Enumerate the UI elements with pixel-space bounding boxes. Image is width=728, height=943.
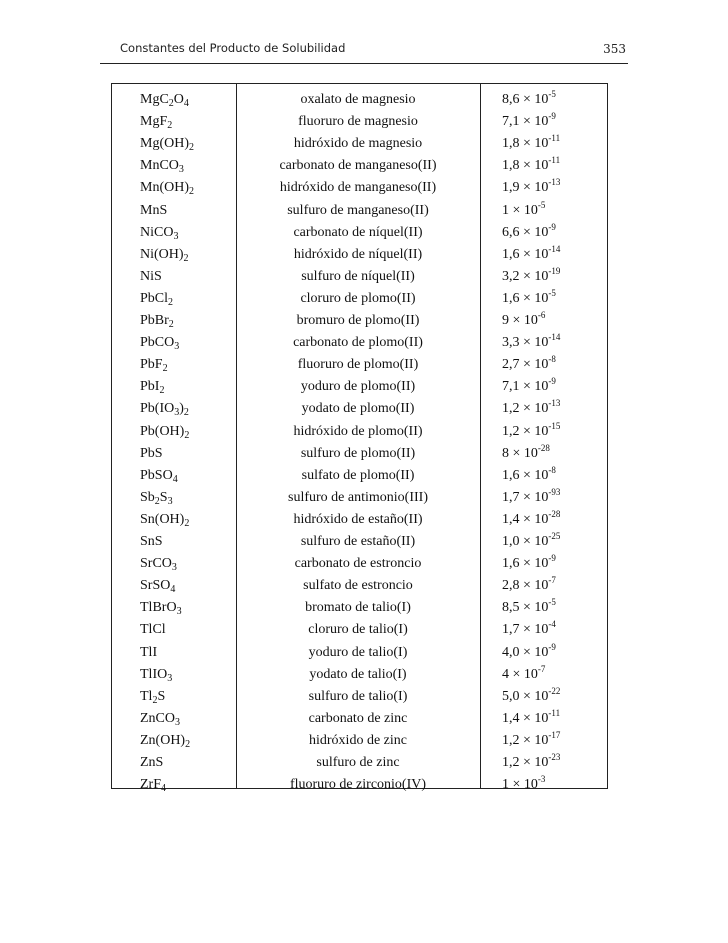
compound-name: carbonato de manganeso(II) <box>279 158 437 174</box>
compound-formula: $Sb_2S_3$ <box>140 489 173 507</box>
ksp-exponent: -8 <box>548 354 556 365</box>
compound-name: yodato de plomo(II) <box>301 401 415 417</box>
ksp-value <box>502 553 556 572</box>
ksp-exponent: -5 <box>548 287 556 298</box>
ksp-mantissa: 1 × 10 <box>502 777 538 793</box>
ksp-mantissa: 1,6 × 10 <box>502 290 549 306</box>
ksp-value <box>502 752 561 771</box>
ksp-mantissa: 1,8 × 10 <box>502 158 549 174</box>
ksp-mantissa: 1,2 × 10 <box>502 755 549 770</box>
table-row <box>112 707 607 729</box>
compound-name: fluoruro de plomo(II) <box>297 357 419 373</box>
compound-name: fluoruro de zirconio(IV) <box>289 777 427 793</box>
compound-name: carbonato de níquel(II) <box>293 224 423 240</box>
ksp-mantissa: 8,5 × 10 <box>502 600 549 616</box>
ksp-value <box>502 531 561 550</box>
ksp-mantissa: 8,6 × 10 <box>502 92 549 107</box>
table-row <box>112 154 607 176</box>
ksp-exponent: -9 <box>548 641 556 652</box>
compound-formula: TlIO$_3$ <box>140 666 173 684</box>
ksp-value <box>502 155 561 174</box>
table-row <box>112 420 607 442</box>
ksp-exponent: -23 <box>548 752 561 762</box>
ksp-exponent: -14 <box>548 243 561 254</box>
ksp-exponent: -6 <box>537 310 546 320</box>
compound-name: sulfato de estroncio <box>303 578 413 594</box>
ksp-mantissa: 1,6 × 10 <box>502 246 549 262</box>
ksp-value <box>502 398 561 417</box>
ksp-exponent: -22 <box>548 685 561 696</box>
compound-formula: NiCO$_3$ <box>140 224 179 242</box>
compound-name: sulfuro de talio(I) <box>308 688 408 704</box>
ksp-value <box>502 641 556 661</box>
ksp-mantissa: 1,6 × 10 <box>502 556 549 572</box>
compound-formula: $Mn(OH)_2$ <box>140 180 194 198</box>
ksp-value <box>502 729 561 749</box>
table-row <box>112 618 607 640</box>
ksp-value <box>502 287 556 307</box>
compound-name: yodato de talio(I) <box>309 666 407 682</box>
ksp-mantissa: 1,2 × 10 <box>502 423 549 439</box>
table-row <box>112 265 607 287</box>
ksp-value <box>502 332 561 351</box>
compound-name: sulfuro de manganeso(II) <box>287 202 429 218</box>
compound-formula: $Mg(OH)_2$ <box>140 136 194 154</box>
compound-name: carbonato de plomo(II) <box>293 335 423 351</box>
ksp-value <box>502 376 556 395</box>
table-row <box>112 729 607 751</box>
ksp-exponent: -9 <box>548 376 556 387</box>
table-row <box>112 663 607 685</box>
ksp-exponent: -11 <box>548 133 561 144</box>
compound-formula: ZnCO$_3$ <box>140 710 180 728</box>
ksp-value <box>502 486 561 506</box>
table-row <box>112 132 607 154</box>
compound-formula: MnCO$_3$ <box>140 158 184 176</box>
ksp-exponent: -7 <box>548 575 556 586</box>
ksp-exponent: -14 <box>548 332 561 343</box>
compound-formula: $MgC_2O_4$ <box>140 92 189 109</box>
compound-formula: MnS <box>140 202 168 218</box>
compound-formula: PbS <box>140 445 163 461</box>
compound-formula: TlCl <box>140 622 166 638</box>
ksp-mantissa: 6,6 × 10 <box>502 224 549 240</box>
table-row <box>112 88 607 110</box>
ksp-value <box>502 420 561 440</box>
ksp-mantissa: 9 × 10 <box>502 313 538 328</box>
ksp-value <box>502 575 556 594</box>
ksp-value <box>502 663 546 683</box>
compound-formula: SrSO$_4$ <box>140 578 176 596</box>
compound-name: hidróxido de zinc <box>309 732 407 748</box>
ksp-exponent: -11 <box>548 155 561 166</box>
compound-name: hidróxido de magnesio <box>293 136 423 152</box>
ksp-exponent: -15 <box>548 420 561 431</box>
ksp-value <box>502 774 546 793</box>
compound-name: carbonato de zinc <box>308 710 408 726</box>
ksp-exponent: -17 <box>548 729 561 740</box>
compound-name: yoduro de talio(I) <box>308 644 408 660</box>
compound-name: cloruro de plomo(II) <box>300 290 416 306</box>
ksp-exponent: -19 <box>548 265 561 276</box>
ksp-value <box>502 133 561 152</box>
compound-name: fluoruro de magnesio <box>298 114 418 130</box>
compound-name: carbonato de estroncio <box>294 556 422 572</box>
ksp-mantissa: 1,8 × 10 <box>502 136 549 152</box>
ksp-exponent: -9 <box>548 111 556 122</box>
table-row <box>112 353 607 375</box>
table-row <box>112 508 607 530</box>
ksp-mantissa: 1,0 × 10 <box>502 534 549 549</box>
ksp-value <box>502 111 556 130</box>
ksp-exponent: -13 <box>548 398 561 409</box>
compound-formula: PbI$_2$ <box>140 379 165 397</box>
table-row <box>112 110 607 132</box>
page-number: 353 <box>603 42 626 56</box>
ksp-mantissa: 4 × 10 <box>502 666 538 682</box>
ksp-exponent: -3 <box>537 774 546 785</box>
compound-formula: ZnS <box>140 755 164 770</box>
compound-name: hidróxido de estaño(II) <box>293 511 423 527</box>
compound-formula: NiS <box>140 268 162 284</box>
ksp-value <box>502 265 561 285</box>
ksp-exponent: -28 <box>537 442 550 453</box>
table-row <box>112 685 607 707</box>
ksp-value <box>502 243 561 263</box>
table-row <box>112 199 607 221</box>
compound-formula: $Zn(OH)_2$ <box>140 732 191 750</box>
ksp-mantissa: 4,0 × 10 <box>502 644 549 660</box>
solubility-table <box>111 83 608 795</box>
compound-formula: TlI <box>140 644 158 660</box>
ksp-mantissa: 1,4 × 10 <box>502 710 549 726</box>
table-row <box>112 641 607 663</box>
compound-name: bromuro de plomo(II) <box>296 313 420 328</box>
ksp-exponent: -28 <box>548 508 561 519</box>
ksp-exponent: -9 <box>548 221 556 232</box>
table-row <box>112 574 607 596</box>
ksp-value <box>502 464 556 484</box>
ksp-value <box>502 508 561 528</box>
ksp-value <box>502 177 561 196</box>
ksp-value <box>502 354 556 373</box>
compound-name: cloruro de talio(I) <box>308 622 408 638</box>
compound-name: sulfato de plomo(II) <box>301 467 415 483</box>
table-row <box>112 442 607 464</box>
ksp-mantissa: 2,8 × 10 <box>502 578 549 594</box>
compound-name: sulfuro de antimonio(III) <box>288 489 428 505</box>
compound-name: hidróxido de níquel(II) <box>293 246 423 262</box>
ksp-mantissa: 5,0 × 10 <box>502 688 549 704</box>
compound-formula: TlBrO$_3$ <box>140 600 182 618</box>
ksp-exponent: -5 <box>548 597 556 608</box>
compound-formula: $Pb(IO_3)_2$ <box>140 401 189 419</box>
ksp-exponent: -9 <box>548 553 556 564</box>
ksp-exponent: -4 <box>548 619 556 630</box>
table-row <box>112 464 607 486</box>
ksp-exponent: -11 <box>548 707 561 718</box>
compound-formula: SnS <box>140 534 163 549</box>
running-header-title: Constantes del Producto de Solubilidad <box>120 41 346 55</box>
ksp-value <box>502 310 546 329</box>
compound-name: bromato de talio(I) <box>305 600 411 616</box>
ksp-exponent: -8 <box>548 464 556 475</box>
compound-formula: PbSO$_4$ <box>140 467 178 485</box>
table-row <box>112 375 607 397</box>
ksp-mantissa: 1,4 × 10 <box>502 511 549 527</box>
table-row <box>112 596 607 618</box>
ksp-mantissa: 8 × 10 <box>502 445 538 461</box>
ksp-exponent: -25 <box>548 531 561 541</box>
ksp-mantissa: 1,7 × 10 <box>502 489 549 505</box>
compound-formula: SrCO$_3$ <box>140 556 177 574</box>
compound-name: sulfuro de estaño(II) <box>300 534 416 549</box>
table-row <box>112 773 607 795</box>
ksp-value <box>502 619 556 638</box>
ksp-mantissa: 1,2 × 10 <box>502 401 549 417</box>
ksp-mantissa: 1 × 10 <box>502 202 538 218</box>
ksp-exponent: -93 <box>548 486 561 497</box>
compound-formula: $Ni(OH)_2$ <box>140 246 189 264</box>
compound-name: yoduro de plomo(II) <box>300 379 416 395</box>
ksp-exponent: -7 <box>537 663 546 674</box>
ksp-mantissa: 7,1 × 10 <box>502 114 549 130</box>
ksp-value <box>502 442 550 462</box>
ksp-value <box>502 707 561 727</box>
table-row <box>112 530 607 552</box>
page-header <box>120 41 626 57</box>
compound-formula: PbCO$_3$ <box>140 335 180 353</box>
compound-formula: PbBr$_2$ <box>140 313 174 330</box>
ksp-value <box>502 89 556 108</box>
ksp-exponent: -13 <box>548 177 561 188</box>
ksp-mantissa: 1,9 × 10 <box>502 180 549 196</box>
ksp-exponent: -5 <box>548 89 556 99</box>
ksp-value <box>502 199 546 219</box>
ksp-mantissa: 1,7 × 10 <box>502 622 549 638</box>
table-row <box>112 287 607 309</box>
ksp-value <box>502 597 556 616</box>
ksp-mantissa: 2,7 × 10 <box>502 357 549 373</box>
compound-formula: ZrF$_4$ <box>140 777 166 795</box>
compound-name: sulfuro de níquel(II) <box>301 268 415 284</box>
table-row <box>112 397 607 419</box>
compound-formula: $Tl_2S$ <box>140 688 166 706</box>
table-row <box>112 176 607 198</box>
compound-formula: PbCl$_2$ <box>140 290 174 308</box>
table-row <box>112 331 607 353</box>
table-row <box>112 751 607 773</box>
table-row <box>112 552 607 574</box>
ksp-mantissa: 7,1 × 10 <box>502 379 549 395</box>
ksp-exponent: -5 <box>537 199 546 210</box>
compound-name: hidróxido de plomo(II) <box>293 423 423 439</box>
ksp-value <box>502 221 556 241</box>
compound-name: hidróxido de manganeso(II) <box>279 180 437 196</box>
compound-name: sulfuro de zinc <box>316 755 400 770</box>
ksp-mantissa: 1,2 × 10 <box>502 732 549 748</box>
table-row <box>112 221 607 243</box>
table-row <box>112 243 607 265</box>
compound-formula: $Sn(OH)_2$ <box>140 511 190 529</box>
compound-formula: MgF$_2$ <box>140 114 173 132</box>
compound-name: sulfuro de plomo(II) <box>300 445 416 461</box>
ksp-value <box>502 685 561 705</box>
ksp-mantissa: 1,6 × 10 <box>502 467 549 483</box>
compound-formula: $Pb(OH)_2$ <box>140 423 190 441</box>
table-row <box>112 309 607 331</box>
compound-name: oxalato de magnesio <box>300 92 416 107</box>
header-rule <box>100 63 628 64</box>
ksp-mantissa: 3,2 × 10 <box>502 268 549 284</box>
ksp-mantissa: 3,3 × 10 <box>502 335 549 351</box>
compound-formula: PbF$_2$ <box>140 357 168 375</box>
table-row <box>112 486 607 508</box>
